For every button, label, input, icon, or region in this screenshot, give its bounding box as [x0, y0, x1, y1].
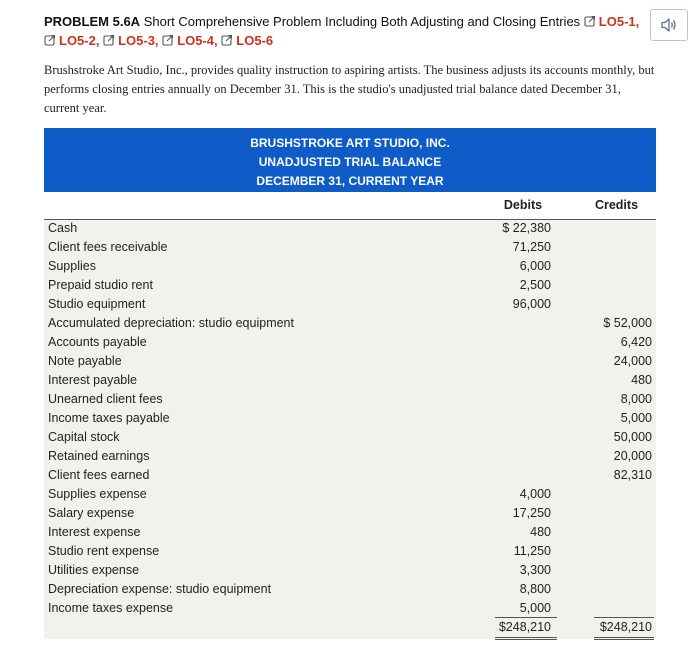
account-name: Accumulated depreciation: studio equipment: [48, 316, 294, 330]
totals-row: [44, 618, 656, 637]
account-name: Supplies expense: [48, 487, 147, 501]
table-row: [44, 428, 656, 447]
account-name: Depreciation expense: studio equipment: [48, 582, 272, 596]
problem-title: Short Comprehensive Problem Including Both Adjusting and Closing Entries: [143, 14, 581, 29]
debits-column-header: Debits: [503, 198, 543, 212]
table-row: [44, 542, 656, 561]
trial-balance-banner: [44, 128, 656, 192]
table-row: [44, 333, 656, 352]
account-name: Salary expense: [48, 506, 135, 520]
account-name: Client fees receivable: [48, 240, 168, 254]
account-name: Client fees earned: [48, 468, 150, 482]
debit-amount: 480: [530, 525, 551, 539]
debit-total: $248,210: [498, 620, 551, 634]
table-row: [44, 371, 656, 390]
learning-objective-label: LO5-4,: [177, 33, 218, 48]
external-link-icon: [44, 34, 56, 46]
table-row: [44, 352, 656, 371]
table-row: [44, 409, 656, 428]
debit-amount: 4,000: [519, 487, 551, 501]
external-link-icon: [162, 34, 174, 46]
speaker-icon: [660, 17, 678, 33]
debit-amount: 6,000: [519, 259, 551, 273]
credit-total: $248,210: [599, 620, 652, 634]
table-row: [44, 295, 656, 314]
account-name: Interest expense: [48, 525, 141, 539]
learning-objective-link[interactable]: [584, 14, 639, 29]
report-date: DECEMBER 31, CURRENT YEAR: [256, 174, 444, 188]
table-row: [44, 276, 656, 295]
external-link-icon: [221, 34, 233, 46]
account-name: Unearned client fees: [48, 392, 163, 406]
debit-amount: 8,800: [519, 582, 551, 596]
credits-column-header: Credits: [594, 198, 639, 212]
audio-button[interactable]: [650, 9, 688, 41]
debit-amount: 5,000: [519, 601, 551, 615]
debit-total-rule: [495, 617, 557, 618]
account-name: Studio equipment: [48, 297, 146, 311]
table-row: [44, 219, 656, 238]
account-name: Accounts payable: [48, 335, 147, 349]
account-name: Utilities expense: [48, 563, 140, 577]
credit-amount: 8,000: [620, 392, 652, 406]
account-name: Interest payable: [48, 373, 137, 387]
credit-amount: 5,000: [620, 411, 652, 425]
table-row: [44, 238, 656, 257]
table-row: [44, 485, 656, 504]
account-name: Income taxes expense: [48, 601, 174, 615]
account-name: Note payable: [48, 354, 122, 368]
table-row: [44, 561, 656, 580]
learning-objective-label: LO5-3,: [118, 33, 159, 48]
account-name: Supplies: [48, 259, 96, 273]
table-row: [44, 599, 656, 618]
learning-objective-label: LO5-1,: [598, 14, 640, 29]
table-rows: [44, 219, 656, 637]
external-link-icon: [103, 34, 115, 46]
learning-objective-link[interactable]: [44, 33, 99, 48]
credit-double-underline: [594, 637, 654, 640]
credit-amount: 20,000: [613, 449, 652, 463]
account-name: Studio rent expense: [48, 544, 160, 558]
report-title: UNADJUSTED TRIAL BALANCE: [258, 155, 442, 169]
table-row: [44, 390, 656, 409]
debit-amount: 11,250: [513, 544, 551, 558]
table-row: [44, 580, 656, 599]
debit-amount: 3,300: [519, 563, 551, 577]
credit-amount: 480: [631, 373, 652, 387]
credit-amount: 24,000: [613, 354, 652, 368]
external-link-icon: [584, 15, 596, 27]
account-name: Income taxes payable: [48, 411, 170, 425]
learning-objective-link[interactable]: [103, 33, 158, 48]
learning-objective-label: LO5-2,: [59, 33, 100, 48]
credit-amount: 6,420: [620, 335, 652, 349]
table-row: [44, 466, 656, 485]
trial-balance-table: [44, 192, 656, 639]
table-row: [44, 504, 656, 523]
company-name: BRUSHSTROKE ART STUDIO, INC.: [250, 136, 450, 150]
problem-header: [44, 12, 644, 50]
account-name: Cash: [48, 221, 78, 235]
debit-amount: 71,250: [512, 240, 551, 254]
problem-intro: Brushstroke Art Studio, Inc., provides quality instruction to aspiring artists. The business adjusts its accounts monthly, but performs closing entries annually on December 31. This is the studio's unadjusted trial balance dated December 31, current year.: [44, 63, 655, 115]
account-name: Prepaid studio rent: [48, 278, 153, 292]
table-row: [44, 257, 656, 276]
learning-objective-link[interactable]: [162, 33, 217, 48]
debit-amount: 17,250: [512, 506, 551, 520]
account-name: Retained earnings: [48, 449, 150, 463]
credit-total-rule: [594, 617, 654, 618]
debit-amount: 2,500: [519, 278, 551, 292]
debit-double-underline: [495, 637, 557, 640]
learning-objective-label: LO5-6: [236, 33, 274, 48]
credit-amount: 50,000: [613, 430, 652, 444]
credit-amount: 82,310: [613, 468, 652, 482]
debit-amount: $ 22,380: [502, 221, 551, 235]
problem-number: PROBLEM 5.6A: [44, 14, 141, 29]
learning-objective-link[interactable]: [221, 33, 273, 48]
debit-amount: 96,000: [512, 297, 551, 311]
account-name: Capital stock: [48, 430, 120, 444]
table-row: [44, 314, 656, 333]
credit-amount: $ 52,000: [603, 316, 652, 330]
table-row: [44, 447, 656, 466]
table-row: [44, 523, 656, 542]
